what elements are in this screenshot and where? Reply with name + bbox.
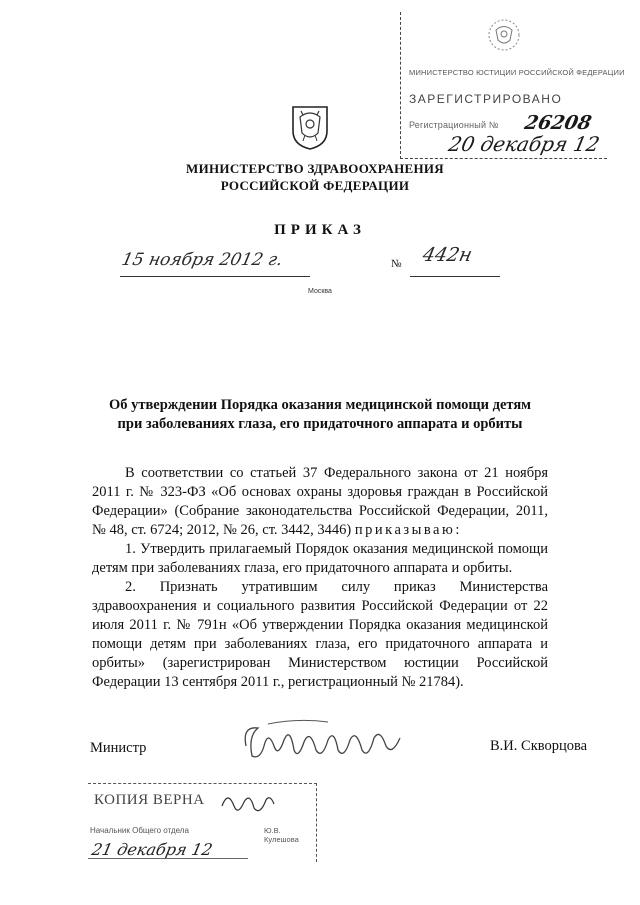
copy-stamp-title: КОПИЯ ВЕРНА bbox=[94, 792, 205, 808]
number-sign: № bbox=[391, 258, 402, 270]
ministry-header bbox=[150, 160, 480, 194]
copy-stamp-position: Начальник Общего отдела bbox=[90, 826, 189, 835]
order-title: ПРИКАЗ bbox=[274, 222, 366, 238]
registration-stamp bbox=[400, 12, 625, 159]
stamp-number-label: Регистрационный № bbox=[409, 120, 499, 130]
minister-name: В.И. Скворцова bbox=[490, 738, 588, 754]
coat-of-arms-icon bbox=[289, 103, 331, 151]
number-underline bbox=[410, 276, 500, 277]
order-date-handwritten: 15 ноября 2012 г. bbox=[119, 250, 285, 270]
city-label: Москва bbox=[308, 288, 332, 295]
item-1-paragraph: 1. Утвердить прилагаемый Порядок оказания медицинской помощи детям при заболеваниях глаза, его придаточного аппарата и орбиты. bbox=[92, 541, 548, 576]
copy-stamp-signature bbox=[218, 788, 278, 818]
stamp-ministry-text: МИНИСТЕРСТВО ЮСТИЦИИ РОССИЙСКОЙ ФЕДЕРАЦИИ bbox=[409, 68, 625, 77]
stamp-registration-date: 20 декабря 12 bbox=[446, 132, 602, 156]
stamp-registered-text: ЗАРЕГИСТРИРОВАНО bbox=[409, 92, 563, 106]
copy-stamp-name: Ю.В. Кулешова bbox=[264, 826, 299, 844]
stamp-registration-number: 26208 bbox=[522, 112, 594, 134]
ministry-line-1: МИНИСТЕРСТВО ЗДРАВООХРАНЕНИЯ bbox=[186, 161, 444, 176]
copy-certification-stamp bbox=[88, 783, 317, 862]
stamp-eagle-icon bbox=[487, 18, 521, 52]
preamble-paragraph bbox=[92, 464, 548, 540]
preamble-text: В соответствии со статьей 37 Федерального закона от 21 ноября 2011 г. № 323-ФЗ «Об основах охраны здоровья граждан в Российской Федерации» (Собрание законодательства Российской Федерации, 2011, № 48, ст. 6724; 2012, № 26, ст. 3442, 3446) bbox=[92, 465, 548, 538]
order-word: приказываю: bbox=[354, 522, 462, 538]
copy-stamp-date: 21 декабря 12 bbox=[89, 840, 215, 859]
minister-label: Министр bbox=[90, 740, 147, 756]
ministry-line-2: РОССИЙСКОЙ ФЕДЕРАЦИИ bbox=[220, 178, 410, 193]
item-2-paragraph: 2. Признать утратившим силу приказ Министерства здравоохранения и социального развития Российской Федерации от 22 июля 2011 г. № 791н «Об утверждении Порядка оказания медицинской помощи детям при заболеваниях глаза, его придаточного аппарата и орбиты» (зарегистрирован Министерством юстиции Российской Федерации 13 сентября 2011 г., регистрационный № 21784). bbox=[92, 579, 548, 690]
copy-stamp-line bbox=[88, 858, 248, 859]
order-number-handwritten: 442н bbox=[420, 244, 475, 266]
minister-signature bbox=[238, 716, 408, 766]
date-underline bbox=[120, 276, 310, 277]
order-subject: Об утверждении Порядка оказания медицинской помощи детям при заболеваниях глаза, его придаточного аппарата и орбиты bbox=[108, 397, 532, 432]
order-body bbox=[92, 464, 548, 692]
